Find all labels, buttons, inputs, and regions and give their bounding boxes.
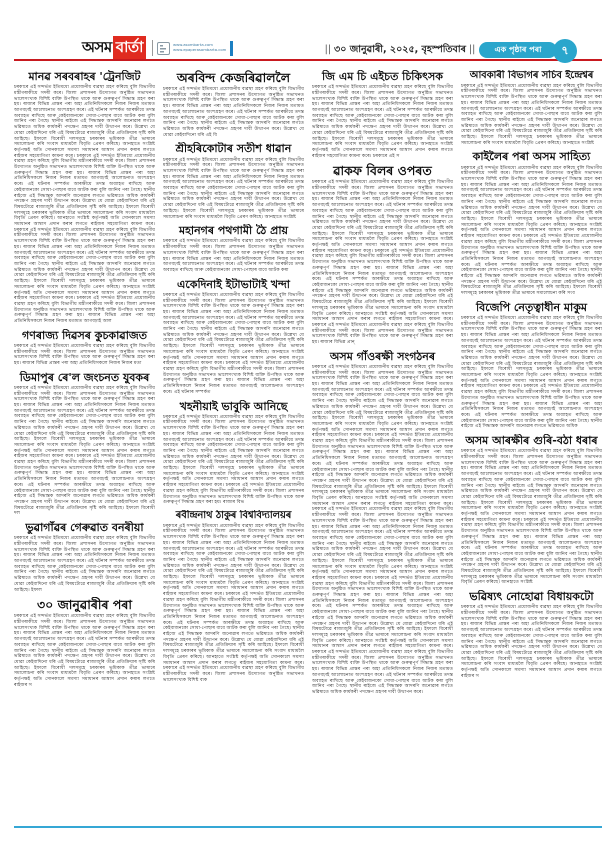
article-body: চৰকাৰে এই সন্দৰ্ভত ইতিমধ্যে প্ৰয়োজনীয় ব্যৱস্থা গ্ৰহণ কৰিছে বুলি বিভাগীয় মন্ত্ৰীগৰাকীয়ে সদৰী কৰে। জিলা প্ৰশাসনৰ উদ্যোগত অনুষ্ঠিত সভাখনত ভালেসংখ্যক বিশিষ্ট ব্যক্তি উপস্থিত থাকে আৰু গুৰুত্বপূৰ্ণ সিদ্ধান্ত গ্ৰহণ কৰা হয়। ৰাজ্যৰ বিভিন্ন প্ৰান্তৰ পৰা অহা প্ৰতিনিধিসকলে নিজৰ নিজৰ মতামত আগবঢ়াই আলোচনাত অংশগ্ৰহণ কৰে। এই ঘটনাৰ সম্পৰ্কত আৰক্ষীয়ে তদন্ত অব্যাহত ৰাখিছে আৰু কেইবাজনকো সোধা-পোছাৰ বাবে আটক কৰা বুলি জানিব পৰা গৈছে। স্থানীয় ৰাইজে এই সিদ্ধান্তক আদৰণি জনোৱাৰ লগতে ভৱিষ্যতে অধিক কাৰ্যকৰী পদক্ষেপ গ্ৰহণৰ দাবী উত্থাপন কৰে। উল্লেখ্য যে যোৱা কেইবাদিনো ধৰি এই বিষয়টোৱে ৰাজ্যজুৰি তীব্ৰ প্ৰতিক্ৰিয়াৰ সৃষ্টি কৰি আহিছে। ইফালে বিৰোধী দলসমূহে চৰকাৰৰ ভূমিকাক তীব্ৰ ভাষাৰে সমালোচনা কৰি সংবাদ মাধ্যমলৈ বিবৃতি প্ৰেৰণ কৰিছে। আনহাতে সংশ্লিষ্ট কৰ্তৃপক্ষই অতি সোনকালে সমস্যা সমাধানৰ আশ্বাস প্ৰদান কৰাৰ লগতে ৰাইজৰ স (14, 614, 155, 688)
date-separator-right: || (468, 44, 476, 55)
masthead-websites (173, 43, 226, 52)
article-body: চৰকাৰে এই সন্দৰ্ভত ইতিমধ্যে প্ৰয়োজনীয় ব্যৱস্থা গ্ৰহণ কৰিছে বুলি বিভাগীয় মন্ত্ৰীগৰাকীয়ে সদৰী কৰে। জিলা প্ৰশাসনৰ উদ্যোগত অনুষ্ঠিত সভাখনত ভালেসংখ্যক বিশিষ্ট ব্যক্তি উপস্থিত থাকে আৰু গুৰুত্বপূৰ্ণ সিদ্ধান্ত গ্ৰহণ কৰা হয়। ৰাজ্যৰ বিভিন্ন প্ৰান্তৰ পৰা অহা প্ৰতিনিধিসকলে নিজৰ নিজৰ মতামত আগবঢ়াই আলোচনাত অংশগ্ৰহণ কৰে। এই ঘটনাৰ সম্পৰ্কত আৰক্ষীয়ে তদন্ত অব্যাহত ৰাখিছে আৰু কেইবাজনকো সোধা-পোছাৰ বাবে আটক কৰা বুলি জানিব পৰা গৈছে। স্থানীয় ৰাইজে এই সিদ্ধান্তক আদৰণি জনোৱাৰ লগতে ভৱিষ্যতে অধিক কাৰ্যকৰী পদক্ষেপ গ্ৰহণৰ দাবী উত্থাপন কৰে। উল্লেখ্য যে যোৱা কেইবাদিনো ধৰি এই বিষয়টোৱে ৰাজ্যজুৰি তীব্ৰ প্ৰতিক্ৰিয়াৰ সৃষ্টি কৰি আহিছে। ইফালে বিৰোধী দলসমূহে চৰকাৰৰ ভূমিকাক তীব্ৰ ভাষাৰে সমালোচনা কৰি সংবাদ মাধ্যমলৈ বিবৃতি প্ৰেৰণ কৰিছে। আনহাতে সংশ্লিষ্ট কৰ্তৃপক্ষই অতি সোনকালে সমস্যা সমাধানৰ আশ্বাস প্ৰদান কৰাৰ লগতে ৰাইজৰ সহযোগিতা কামনা কৰে। চৰকাৰে এই সন্দৰ্ভত ইতিমধ্যে প্ৰয়োজনীয় ব্যৱস্থা গ্ৰহণ কৰিছে বুলি বিভাগীয় মন্ত্ৰীগৰাকীয়ে সদৰী কৰে। জিলা প্ৰশাসনৰ উদ্যোগত অনুষ্ঠিত সভাখনত ভালেসংখ্যক বিশিষ্ট ব্যক্তি উপস্থিত থাকে আৰু গুৰুত্বপূৰ্ণ সিদ্ধান্ত গ্ৰহণ কৰা হয়। ৰাজ্যৰ বিভিন্ন প্ৰান্তৰ পৰা অহা প্ৰতিনিধিসকলে নিজৰ নিজৰ মতামত আগবঢ়াই আলোচনাত অংশগ্ৰহণ কৰে। এই ঘটনাৰ সম্পৰ্কত আৰক্ষীয়ে তদন্ত অব্যাহত ৰাখিছে আৰু কেইবাজনকো সোধা-পোছাৰ বাবে আটক কৰা বুলি জানিব পৰা গৈছে। স্থানীয় ৰাইজে এই সিদ্ধান্তক আদৰণি জনোৱাৰ লগতে ভৱিষ্যতে অধিক (461, 316, 602, 430)
article (163, 400, 304, 506)
article-headline: অৰবিন্দ কেজৰিৱাললৈ (176, 70, 291, 85)
article-body: চৰকাৰে এই সন্দৰ্ভত ইতিমধ্যে প্ৰয়োজনীয় ব্যৱস্থা গ্ৰহণ কৰিছে বুলি বিভাগীয় মন্ত্ৰীগৰাকীয়ে সদৰী কৰে। জিলা প্ৰশাসনৰ উদ্যোগত অনুষ্ঠিত সভাখনত ভালেসংখ্যক বিশিষ্ট ব্যক্তি উপস্থিত থাকে আৰু গুৰুত্বপূৰ্ণ সিদ্ধান্ত গ্ৰহণ কৰা হয়। ৰাজ্যৰ বিভিন্ন প্ৰান্তৰ পৰা অহা প্ৰতিনিধিসকলে নিজৰ নিজৰ মতামত আগবঢ়াই আলোচনাত অংশগ্ৰহণ কৰে। এই ঘটনাৰ সম্পৰ্কত আৰক্ষীয়ে তদন্ত অব্যাহত ৰাখিছে আৰু কেইবাজনকো সোধা-পোছাৰ বাবে আটক কৰা বুলি জানিব পৰা গৈছে। স্থানীয় ৰাইজে এই সিদ্ধান্তক আদৰণি জনোৱাৰ লগতে ভৱিষ্যতে অধিক কাৰ্যকৰী পদক্ষেপ গ্ৰহণৰ দাবী উত্থাপন কৰে। উল্লেখ্য যে যোৱা কেইবাদিনো ধৰি এই বিষয়টোৱে ৰাজ্যজুৰি তীব্ৰ প্ৰতিক্ৰিয়াৰ সৃষ্টি কৰি আহিছে। ইফালে বিৰোধী দলসমূহে চৰকাৰৰ ভূমিকাক তীব্ৰ ভাষাৰে সমালোচনা কৰি সংবাদ মাধ্যমলৈ বিবৃতি প্ৰেৰণ কৰিছে। আনহাতে সংশ্লিষ্ট কৰ্তৃপক্ষই অতি সোনকালে সমস্যা সমাধানৰ আশ্বাস প্ৰদান কৰাৰ লগতে ৰাইজৰ সহযোগিতা কামনা কৰে। চৰকাৰে এই সন্দৰ্ভত ইতিমধ্যে প্ৰয়োজনীয় ব্যৱস্থা গ্ৰহণ কৰিছে বুলি বিভাগীয় মন্ত্ৰীগৰাকীয়ে সদৰী কৰে। জিলা প্ৰশাসনৰ উদ্যোগত অনুষ্ঠিত সভাখনত ভালেসংখ্যক বিশিষ্ট ব্যক্তি উপস্থিত থাকে আৰু গুৰুত্বপূৰ্ণ সিদ্ধান্ত গ্ৰহণ কৰা হয়। ৰাজ্যৰ বিভিন্ন প্ৰান্তৰ পৰা অহা প্ৰতিনিধিসকলে নিজৰ নিজৰ মতামত আগবঢ়াই আলোচনাত অংশগ্ৰহণ কৰে। এই ঘটনাৰ সম্পৰ্কত আৰক্ষীয়ে তদন্ত অব্যাহত ৰাখিছে আৰু কেইবাজনকো সোধা-পোছাৰ বাবে আটক কৰা বুলি জানিব পৰা গৈছে। স্থানীয় ৰাইজে এই সিদ্ধান্তক আদৰণি জনোৱাৰ লগতে ভৱিষ্যতে অধিক কাৰ্যকৰী পদক্ষেপ গ্ৰহণৰ দাবী উত্থাপন কৰে। উল্লেখ্য যে যোৱা কেইবাদিনো ধৰি এই বিষয়টোৱে ৰাজ্যজুৰি তীব্ৰ প্ৰতিক্ৰিয়াৰ সৃষ্টি কৰি আহিছে। ইফালে বিৰোধী দলসমূহে চৰকাৰৰ ভূমিকাক তীব্ৰ ভাষাৰে সমালোচনা কৰি সংবাদ মাধ্যমলৈ বিবৃতি প্ৰেৰণ কৰিছে। আনহাতে সংশ্লিষ্ট (461, 449, 602, 586)
article (312, 350, 453, 696)
article-headline: ডিমাপুৰ ৰে'ল জংচনত যুবকৰ (19, 370, 150, 384)
article-body: চৰকাৰে এই সন্দৰ্ভত ইতিমধ্যে প্ৰয়োজনীয় ব্যৱস্থা গ্ৰহণ কৰিছে বুলি বিভাগীয় মন্ত্ৰীগৰাকীয়ে সদৰী কৰে। জিলা প্ৰশাসনৰ উদ্যোগত অনুষ্ঠিত সভাখনত ভালেসংখ্যক বিশিষ্ট ব্যক্তি উপস্থিত থাকে আৰু গুৰুত্বপূৰ্ণ সিদ্ধান্ত গ্ৰহণ কৰা হয়। ৰাজ্যৰ বিভিন্ন প্ৰান্তৰ পৰা অহা প্ৰতিনিধিসকলে নিজৰ নিজৰ মতামত আগবঢ়াই আলোচনাত অংশগ্ৰহণ কৰে। এই ঘটনাৰ সম্পৰ্কত আৰক্ষীয়ে তদন্ত অব্যাহত ৰাখিছে আৰু কেইবাজনকো সোধা-পোছাৰ বাবে আটক কৰা (163, 239, 304, 273)
bottom-rule (14, 826, 602, 828)
article-headline: ৰবীন্দ্ৰনাথ ঠাকুৰ বিশ্ববিদ্যালয়ৰ (175, 509, 292, 521)
edition-date: ৩০ জানুৱাৰী, ২০২৫, বৃহস্পতিবাৰ (334, 44, 466, 55)
article-body: চৰকাৰে এই সন্দৰ্ভত ইতিমধ্যে প্ৰয়োজনীয় ব্যৱস্থা গ্ৰহণ কৰিছে বুলি বিভাগীয় মন্ত্ৰীগৰাকীয়ে সদৰী কৰে। জিলা প্ৰশাসনৰ উদ্যোগত অনুষ্ঠিত সভাখনত ভালেসংখ্যক বিশিষ্ট ব্যক্তি উপস্থিত থাকে আৰু গুৰুত্বপূৰ্ণ সিদ্ধান্ত গ্ৰহণ কৰা হয়। ৰাজ্যৰ বিভিন্ন প্ৰান্তৰ পৰা অহা প্ৰতিনিধিসকলে নিজৰ নিজৰ মতামত আগবঢ়াই আলোচনাত অংশগ্ৰহণ কৰে। এই ঘটনাৰ সম্পৰ্কত আৰক্ষীয়ে তদন্ত অব্যাহত ৰাখিছে আৰু কেইবাজনকো সোধা-পোছাৰ বাবে আটক কৰা বুলি জানিব পৰা গৈছে। স্থানীয় ৰাইজে এই সিদ্ধান্তক আদৰণি জনোৱাৰ লগতে ভৱিষ্যতে অধিক কাৰ্যকৰী পদক্ষেপ গ্ৰহণৰ দাবী উত্থাপন কৰে। উল্লেখ্য যে যোৱা কেইবাদিনো ধৰি এই বি (163, 87, 304, 138)
page-number-badge (553, 39, 577, 63)
article-headline: ভৱিষ্যৎ নোহোৱা বিধায়কটো (469, 590, 594, 604)
masthead-logo-icon (157, 42, 170, 55)
article-headline: অসম আৰক্ষীৰ গুৰি-বঠা ধৰাৰ (465, 434, 598, 448)
article-body: চৰকাৰে এই সন্দৰ্ভত ইতিমধ্যে প্ৰয়োজনীয় ব্যৱস্থা গ্ৰহণ কৰিছে বুলি বিভাগীয় মন্ত্ৰীগৰাকীয়ে সদৰী কৰে। জিলা প্ৰশাসনৰ উদ্যোগত অনুষ্ঠিত সভাখনত ভালেসংখ্যক বিশিষ্ট ব্যক্তি উপস্থিত থাকে আৰু গুৰুত্বপূৰ্ণ সিদ্ধান্ত গ্ৰহণ কৰা হয়। ৰাজ্যৰ বিভিন্ন প্ৰান্তৰ পৰা অহা প্ৰতিনিধিসকলে নিজৰ নিজৰ মতামত আগবঢ়াই আলোচনাত অংশগ্ৰহণ কৰে। এই ঘটনাৰ সম্পৰ্কত আৰক্ষীয়ে তদন্ত অব্যাহত ৰাখিছে আৰু কেইবাজনকো সোধা-পোছাৰ বাবে আটক কৰা বুলি জানিব পৰা গৈছে। স্থানীয় ৰাইজে এই সিদ্ধান্তক আদৰণি জনোৱাৰ লগতে ভৱিষ্যতে অধিক কাৰ্যকৰী পদক্ষেপ গ্ৰহণৰ দাবী উত্থাপন কৰে। উল্লেখ্য যে যোৱা কেইবাদিনো ধৰি এই বিষয়টোৱে ৰাজ্যজুৰি তীব্ৰ প্ৰতিক্ৰিয়াৰ সৃষ্টি কৰি আহিছে। ইফালে বিৰোধী দলসমূহে চৰকাৰৰ ভূমিকাক তীব্ৰ ভাষাৰে সমালোচনা কৰি সংবাদ মাধ্যমলৈ বিবৃতি প্ৰেৰণ কৰিছে। আনহাতে সংশ্লিষ্ট কৰ্তৃপক্ষই অতি সোনকালে সমস্যা সমাধানৰ আশ্বাস প্ৰদান কৰাৰ লগতে ৰাইজৰ সহযোগিতা কামনা কৰে। চৰকাৰে এই সন্দৰ্ভত ইতিমধ্যে প্ৰয়োজনীয় ব্যৱস্থা গ্ৰহণ কৰিছে বুলি বিভাগীয় মন্ত্ৰীগৰাকীয়ে সদৰী কৰে। জিলা প্ৰশাসনৰ উদ্যোগত অনুষ্ঠিত সভাখনত ভালেসংখ্যক বিশিষ্ট ব্যক্তি উপস্থিত থাকে আৰু গুৰুত্বপূৰ্ণ সিদ্ধান্ত গ্ৰহণ কৰা হয়। ৰাজ্যৰ বিভ (163, 414, 304, 506)
column-3 (312, 66, 453, 826)
article (14, 329, 155, 367)
article-body: চৰকাৰে এই সন্দৰ্ভত ইতিমধ্যে প্ৰয়োজনীয় ব্যৱস্থা গ্ৰহণ কৰিছে বুলি বিভাগীয় মন্ত্ৰীগৰাকীয়ে সদৰী কৰে। জিলা প্ৰশাসনৰ উদ্যোগত অনুষ্ঠিত সভাখনত ভালেসংখ্যক বিশিষ্ট ব্যক্তি উপস্থিত থাকে আৰু গুৰুত্বপূৰ্ণ সিদ্ধান্ত গ্ৰহণ কৰা হয়। ৰাজ্যৰ বিভিন্ন প্ৰান্তৰ পৰা অহা প্ৰতিনিধিসকলে নিজৰ নিজৰ মতামত আগবঢ়াই আলোচনাত অংশগ্ৰহণ কৰে। এই ঘটনাৰ সম্পৰ্কত আৰক্ষীয়ে তদন্ত অব্যাহত ৰাখিছে আৰু কেইবাজনকো সোধা-পোছাৰ বাবে আটক কৰা বুলি জানিব পৰা গৈছে। স্থানীয় ৰাইজে এই সিদ্ধান্তক আদৰণি জনোৱাৰ লগতে ভৱিষ্যতে অধিক কাৰ্যকৰী পদক্ষেপ গ্ৰহণৰ দাবী উত্থাপন কৰে। উল্লেখ্য যে যোৱা কেইবাদিনো ধৰি এই বিষয়টোৱে ৰাজ্যজুৰি তীব্ৰ প্ৰতিক্ৰিয়াৰ সৃষ্টি কৰি আহিছে। ইফালে বিৰোধী দলসমূহে চৰকাৰৰ ভূমিকাক তীব্ৰ ভাষাৰে সমালোচনা কৰি সংবাদ মাধ্যমলৈ বিবৃতি প্ৰেৰণ কৰিছে। আনহাতে সংশ্লিষ্ট কৰ্তৃপক্ষই অতি সোনকালে সমস্যা সমাধানৰ আশ্বাস প্ৰদান কৰাৰ লগতে ৰাইজৰ সহযোগিতা কামনা কৰে। চৰকাৰে এই সন্দৰ্ভত ইতিমধ্যে প্ৰয়োজনীয় ব্যৱস্থা গ্ৰহণ কৰিছে বুলি বিভাগীয় মন্ত্ৰীগৰাকীয়ে সদৰী কৰে। জিলা প্ৰশাসনৰ উদ্যোগত অনুষ্ঠিত সভাখনত ভালেসংখ্যক বিশিষ্ট ব্যক্তি উপস্থিত থাকে আৰু গুৰুত্বপূৰ্ণ সিদ্ধান্ত গ্ৰহণ কৰা হয়। ৰাজ্যৰ বিভিন্ন প্ৰান্তৰ পৰা অহা প্ৰতিনিধিসকলে নিজৰ নিজৰ মতামত আগবঢ়াই আলোচনাত অংশগ্ৰহণ কৰে। এই ঘটনাৰ সম্পৰ্কত আৰক্ষীয়ে তদন্ত অব্যাহত ৰাখিছে আৰু কেইবাজনকো সোধা-পোছাৰ বাবে আটক কৰা বুলি জানিব পৰা গৈছে। স্থানীয় ৰাইজে এই সিদ্ধান্তক আদৰণি জনোৱাৰ লগতে ভৱিষ্যতে অধিক কাৰ্যকৰী পদক্ষেপ গ্ৰহণৰ দাবী উত্থাপন কৰে। উল্লেখ্য যে যোৱা কেইবাদিনো ধৰি এই বিষয়টোৱে ৰাজ্যজুৰি তীব্ৰ প্ৰতিক্ৰিয়াৰ সৃষ্টি কৰি আহিছে। ইফালে বিৰোধী দলসমূহে চৰকাৰৰ ভূমিকাক তীব্ৰ ভাষাৰে সমালোচনা কৰি সংবাদ মাধ্যমলৈ বিবৃতি প্ৰেৰণ কৰিছে। আনহাতে সংশ্লিষ্ট কৰ্তৃপক্ষই অতি সোনকালে সমস্যা সমাধানৰ আশ্বাস প্ৰদান কৰাৰ লগতে ৰাইজৰ সহযোগিতা কামনা কৰে। চৰকাৰে এই সন্দৰ্ভত ইতিমধ্যে প্ৰয়োজনীয় ব্যৱস্থা গ্ৰহণ কৰিছে বুলি বিভাগীয় মন্ত্ৰীগৰাকীয়ে সদৰী কৰে। জিলা প্ৰশাসনৰ উদ্যোগত অনুষ্ঠিত সভাখনত ভালেসংখ্যক বিশিষ্ট ব্যক্তি উপস্থিত থাকে আৰু গুৰুত্বপূৰ্ণ সিদ্ধান্ত গ্ৰহণ কৰা হয়। ৰাজ্যৰ বিভিন্ন প্ৰান্তৰ পৰা অহা প্ৰতিনিধিসকলে নিজৰ নিজৰ মতামত আগবঢ়াই আলোচনাত অংশগ্ৰহণ কৰে। এই ঘটনাৰ সম্পৰ্কত আৰক্ষীয়ে তদন্ত অব্যাহত ৰাখিছে আৰু কেইবাজনকো সোধা-পোছাৰ বাবে আটক কৰা বুলি জানিব পৰা গৈছে। স্থানীয় ৰাইজে এই সিদ্ধান্তক আদৰণি জনোৱাৰ লগতে ভৱিষ্যতে অধিক কাৰ্যকৰী পদক্ষেপ গ্ৰহণৰ দাবী উত্থাপন কৰে। উল্লেখ্য যে যোৱা কেইবাদিনো ধৰি এই বিষয়টোৱে ৰাজ্যজুৰি তীব্ৰ প্ৰতিক্ৰিয়াৰ সৃষ্টি কৰি আহিছে। ইফালে বিৰোধী দলসমূহে চৰকাৰৰ ভূমিকাক তীব্ৰ ভাষাৰে সমালোচনা কৰি সংবাদ মাধ্যমলৈ বিবৃতি প্ৰেৰণ কৰিছে। আনহাতে সংশ্লিষ্ট কৰ্তৃপক্ষই অতি সোনকালে সমস্যা সমাধানৰ আশ্বাস প্ৰদান কৰাৰ লগতে ৰাইজৰ সহযোগিতা কামনা কৰে। চৰকাৰে এই সন্দৰ্ভত ইতিমধ্যে প্ৰয়োজনীয় ব্যৱস্থা গ্ৰহণ কৰিছে বুলি বিভাগীয় মন্ত্ৰীগৰাকীয়ে সদৰী কৰে। জিলা প্ৰশাসনৰ উদ্যোগত অনুষ্ঠিত সভাখনত ভালেসংখ্যক বিশিষ্ট ব্যক্তি উপস্থিত থাকে আৰু গুৰুত্বপূৰ্ণ সিদ্ধান্ত গ্ৰহণ কৰা হয়। ৰাজ্যৰ বিভিন্ন প্ৰান্তৰ পৰা অহা প্ৰতিনিধিসকলে নিজৰ নিজৰ মতামত আগবঢ়াই আলোচনাত অংশগ্ৰহণ কৰে। এই ঘটনাৰ সম্পৰ্কত আৰক্ষীয়ে তদন্ত অব্যাহত ৰাখিছে আৰু কেইবাজনকো সোধা-পোছাৰ বাবে আটক কৰা বুলি জানিব পৰা গৈছে। স্থানীয় ৰাইজে এই সিদ্ধান্তক আদৰণি জনোৱাৰ লগতে ভৱিষ্যতে অধিক কাৰ্যকৰী পদক্ষেপ গ্ৰহণৰ দাবী উত্থাপন কৰে। উল্লেখ্য যে যোৱা কেইবাদিনো ধৰি এই বিষয়টোৱে ৰাজ্যজুৰি তীব্ৰ প্ৰতিক্ৰিয়াৰ সৃষ্টি কৰি আহিছে। ইফালে বিৰোধী দলসমূহে চৰকাৰৰ ভূমিকাক তীব্ৰ ভাষাৰে সমালোচনা কৰি সংবাদ মাধ্যমলৈ বিবৃতি প্ৰেৰণ কৰিছে। আনহাতে সংশ্লিষ্ট কৰ্তৃপক্ষই অতি সোনকালে সমস্যা সমাধানৰ আশ্বাস প্ৰদান কৰাৰ লগতে ৰাইজৰ সহযোগিতা কামনা কৰে। চৰকাৰে এই সন্দৰ্ভত ইতিমধ্যে প্ৰয়োজনীয় ব্যৱস্থা গ্ৰহণ কৰিছে বুলি বিভাগীয় মন্ত্ৰীগৰাকীয়ে সদৰী কৰে। জিলা প্ৰশাসনৰ উদ্যোগত অনুষ্ঠিত সভাখনত ভালেসংখ্যক বিশিষ্ট ব্যক্তি উপস্থিত থাকে আৰু গুৰুত্বপূৰ্ণ সিদ্ধান্ত গ্ৰহণ কৰা হয়। ৰাজ্যৰ বিভিন্ন প্ৰান্তৰ পৰা অহা প্ৰতিনিধিসকলে নিজৰ নিজৰ মতামত আগবঢ়াই আলোচনাত অংশগ্ৰহণ কৰে। এই ঘটনাৰ সম্পৰ্কত আৰক্ষীয়ে তদন্ত অব্যাহত ৰাখিছে আৰু কেইবাজনকো সোধা-পোছাৰ বাবে আটক কৰা বুলি জানিব পৰা গৈছে। স্থানীয় ৰাইজে এই সিদ্ধান্তক আদৰণি জনোৱাৰ লগতে ভৱিষ্যতে অধিক কাৰ্যকৰী পদক্ষেপ গ্ৰহণৰ দাবী উত্থাপন কৰে। (312, 364, 453, 695)
masthead-divider (152, 40, 153, 56)
column-1 (14, 66, 155, 826)
article-headline: গণৰাজ্য দিৱসৰ কুচকাৱাজত (22, 328, 147, 342)
article-body: চৰকাৰে এই সন্দৰ্ভত ইতিমধ্যে প্ৰয়োজনীয় ব্যৱস্থা গ্ৰহণ কৰিছে বুলি বিভাগীয় মন্ত্ৰীগৰাকীয়ে সদৰী কৰে। জিলা প্ৰশাসনৰ উদ্যোগত অনুষ্ঠিত সভাখনত ভালেসংখ্যক বিশিষ্ট ব্যক্তি উপস্থিত থাকে আৰু গুৰুত্বপূৰ্ণ সিদ্ধান্ত গ্ৰহণ কৰা হয়। ৰাজ্যৰ বিভিন্ন প্ৰান্তৰ পৰা অহা প্ৰতিনিধিসকলে নিজৰ নিজৰ মতামত আগবঢ়াই আলোচনাত অংশগ্ৰহণ কৰে। এই ঘটনাৰ সম্পৰ্কত আৰক্ষীয়ে তদন্ত অব্যাহত ৰাখিছে আৰু কেইবাজনকো সোধা-পোছাৰ বাবে আটক কৰা বুলি জানিব পৰা গৈছে। স্থানীয় ৰাইজে এই সিদ্ধান্তক আদৰণি জনোৱাৰ লগতে ভৱিষ্যতে অধিক কাৰ্যকৰী পদক্ষেপ গ্ৰহণৰ দাবী উত্থাপন কৰে। উল্লেখ্য যে যোৱা কেইবাদিনো ধৰি এই বিষয়টোৱে ৰাজ্যজুৰি তীব্ৰ প্ৰতিক্ৰিয়াৰ সৃষ্টি কৰি আহিছে। ইফালে বিৰোধী দলসমূহে চৰকাৰৰ ভূমিকাক তীব্ৰ ভাষাৰে সমালোচনা কৰি সংবাদ মাধ্যমলৈ বিবৃতি প্ৰেৰণ কৰিছে। আনহাতে সংশ্লিষ্ট (163, 157, 304, 220)
article (461, 70, 602, 146)
article (14, 371, 155, 517)
article-headline: অসম গাঁওৰক্ষী সংগঠনৰ (329, 349, 436, 363)
article-headline: আবকাৰী বিভাগৰ সচিব ইন্দ্ৰেশ্বৰ (469, 70, 594, 81)
article-body: চৰকাৰে এই সন্দৰ্ভত ইতিমধ্যে প্ৰয়োজনীয় ব্যৱস্থা গ্ৰহণ কৰিছে বুলি বিভাগীয় মন্ত্ৰীগৰাকীয়ে সদৰী কৰে। জিলা প্ৰশাসনৰ উদ্যোগত অনুষ্ঠিত সভাখনত ভালেসংখ্যক বিশিষ্ট ব্যক্তি উপস্থিত থাকে আৰু গুৰুত্বপূৰ্ণ সিদ্ধান্ত গ্ৰহণ কৰা হয়। ৰাজ্যৰ বিভিন্ন প্ৰান্তৰ পৰা অহা প্ৰতিনিধিসকলে নিজৰ নিজৰ মতা (14, 343, 155, 367)
article (163, 224, 304, 273)
article (461, 434, 602, 586)
article-body: চৰকাৰে এই সন্দৰ্ভত ইতিমধ্যে প্ৰয়োজনীয় ব্যৱস্থা গ্ৰহণ কৰিছে বুলি বিভাগীয় মন্ত্ৰীগৰাকীয়ে সদৰী কৰে। জিলা প্ৰশাসনৰ উদ্যোগত অনুষ্ঠিত সভাখনত ভালেসংখ্যক বিশিষ্ট ব্যক্তি উপস্থিত থাকে আৰু গুৰুত্বপূৰ্ণ সিদ্ধান্ত গ্ৰহণ কৰা হয়। ৰাজ্যৰ বিভিন্ন প্ৰান্তৰ পৰা অহা প্ৰতিনিধিসকলে নিজৰ নিজৰ মতামত আগবঢ়াই আলোচনাত অংশগ্ৰহণ কৰে। এই ঘটনাৰ সম্পৰ্কত আৰক্ষীয়ে তদন্ত অব্যাহত ৰাখিছে আৰু কেইবাজনকো সোধা-পোছাৰ বাবে আটক কৰা বুলি জানিব পৰা গৈছে। স্থানীয় ৰাইজে এই সিদ্ধান্তক আদৰণি জনোৱাৰ লগতে ভৱিষ্যতে অধিক কাৰ্যকৰী পদক্ষেপ গ্ৰহণৰ দাবী উত্থাপন কৰে। উল্লেখ্য যে যোৱা কেইবাদিনো ধৰি এই বিষয়টোৱে ৰাজ্যজুৰি তীব্ৰ প্ৰতিক্ৰিয়াৰ সৃষ্টি কৰি আহিছে। ইফালে বিৰোধী দলসমূহে চৰকাৰৰ ভূমিকাক তীব্ৰ ভাষাৰে সমালোচনা কৰি সংবাদ মাধ্যমলৈ বিবৃতি প্ৰেৰণ কৰিছে। আনহাতে সংশ্লিষ্ট কৰ্তৃপক্ষই অতি সোনকালে সমস্যা সমাধানৰ আশ্বাস প্ৰদান কৰাৰ লগতে ৰাইজৰ স (461, 605, 602, 679)
masthead-blue-bar (230, 41, 233, 56)
article-headline: বিজেপি নেতৃত্বাধীন মাকুম (475, 300, 588, 314)
article (312, 163, 453, 345)
continued-from-label: এক পৃষ্ঠাৰ পৰা (494, 44, 542, 54)
article (14, 597, 155, 688)
article-body: চৰকাৰে এই সন্দৰ্ভত ইতিমধ্যে প্ৰয়োজনীয় ব্যৱস্থা গ্ৰহণ কৰিছে বুলি বিভাগীয় মন্ত্ৰীগৰাকীয়ে সদৰী কৰে। জিলা প্ৰশাসনৰ উদ্যোগত অনুষ্ঠিত সভাখনত ভালেসংখ্যক বিশিষ্ট ব্যক্তি উপস্থিত থাকে আৰু গুৰুত্বপূৰ্ণ সিদ্ধান্ত গ্ৰহণ কৰা হয়। ৰাজ্যৰ বিভিন্ন প্ৰান্তৰ পৰা অহা প্ৰতিনিধিসকলে নিজৰ নিজৰ মতামত আগবঢ়াই আলোচনাত অংশগ্ৰহণ কৰে। এই ঘটনাৰ সম্পৰ্কত আৰক্ষীয়ে তদন্ত অব্যাহত ৰাখিছে আৰু কেইবাজনকো সোধা-পোছাৰ বাবে আটক কৰা বুলি জানিব পৰা গৈছে। স্থানীয় ৰাইজে এই সিদ্ধান্তক আদৰণি জনোৱাৰ লগতে ভৱিষ্যতে অধিক কাৰ্যকৰী পদক্ষেপ গ্ৰহণৰ দাবী উত্থাপন কৰে। উল্লেখ্য যে যোৱা কেইবাদিনো ধৰি এই বিষয়টোৱে ৰাজ্যজুৰি তীব্ৰ প্ৰতিক্ৰিয়াৰ সৃষ্টি কৰি আহিছে। ইফালে বিৰোধী দলসমূহে চৰকাৰৰ ভূমিকাক তীব্ৰ ভাষাৰে সমালোচনা কৰি সংবাদ মাধ্যমলৈ বিবৃতি প্ৰেৰণ কৰিছে। আনহাতে সংশ্লিষ্ট কৰ্তৃপক্ষই অতি সোনকালে সমস্যা সমাধানৰ আশ্বাস প্ৰদান কৰাৰ লগতে ৰাইজৰ সহযোগিতা কামনা কৰে। চৰকাৰে এই সন্দৰ্ভত ইতিমধ্যে প্ৰয়োজনীয় ব্যৱস্থা গ্ৰহণ কৰিছে বুলি বিভাগীয় মন্ত্ৰীগৰাকীয়ে সদৰী কৰে। জিলা প্ৰশাসনৰ উদ্যোগত অনুষ্ঠিত সভাখনত ভালেসংখ্যক বিশিষ্ট ব্যক্তি উপস্থিত থাকে আৰু গুৰুত্বপূৰ্ণ সিদ্ধান্ত গ্ৰহণ কৰা হয়। ৰাজ্যৰ বিভিন্ন প্ৰান্তৰ পৰা অহা প্ৰতিনিধিসকলে নিজৰ নিজৰ মতামত আগবঢ়াই আলোচনাত অংশগ্ৰহণ কৰে। এই ঘটনাৰ সম্পৰ্কত আৰক্ষীয়ে তদন্ত অব্যাহত ৰাখিছে আৰু কেইবাজনকো সোধা-পোছাৰ বাবে আটক কৰা বুলি জানিব পৰা গৈছে। স্থানীয় ৰাইজে এই সিদ্ধান্তক আদৰণি জনোৱাৰ লগতে ভৱিষ্যতে অধিক কাৰ্যকৰী পদক্ষেপ গ্ৰহণৰ দাবী উত্থাপন কৰে। উল্লেখ্য যে যোৱা কেইবাদিনো ধৰি এই বিষয়টোৱে ৰাজ্যজুৰি তীব্ৰ প্ৰতিক্ৰিয়াৰ সৃষ্টি কৰি আহিছে। ইফালে বিৰোধী দলসমূহে চৰকাৰৰ ভূমিকাক তীব্ৰ ভাষাৰে সমালোচনা কৰি সংব (461, 165, 602, 297)
edition-dateline (300, 43, 500, 58)
article (14, 70, 155, 325)
article-headline: খহনীয়াই ভাবুকি আনিছে (179, 399, 288, 413)
article (163, 510, 304, 683)
article-headline: ৱাকফ বিলৰ ওপৰত (333, 163, 432, 179)
article-body: চৰকাৰে এই সন্দৰ্ভত ইতিমধ্যে প্ৰয়োজনীয় ব্যৱস্থা গ্ৰহণ কৰিছে বুলি বিভাগীয় মন্ত্ৰীগৰাকীয়ে সদৰী কৰে। জিলা প্ৰশাসনৰ উদ্যোগত অনুষ্ঠিত সভাখনত ভালেসংখ্যক বিশিষ্ট ব্যক্তি উপস্থিত থাকে আৰু গুৰুত্বপূৰ্ণ সিদ্ধান্ত গ্ৰহণ কৰা হয়। ৰাজ্যৰ বিভিন্ন প্ৰান্তৰ পৰা অহা প্ৰতিনিধিসকলে নিজৰ নিজৰ মতামত আগবঢ়াই আলোচনাত অংশগ্ৰহণ কৰে। এই ঘটনাৰ সম্পৰ্কত আৰক্ষীয়ে তদন্ত অব্যাহত ৰাখিছে আৰু কেইবাজনকো সোধা-পোছাৰ বাবে আটক কৰা বুলি জানিব পৰা গৈছে। স্থানীয় ৰাইজে এই সিদ্ধান্তক আদৰণি জনোৱাৰ লগতে ভৱিষ্যতে অধিক কাৰ্যকৰী পদক্ষেপ গ্ৰহণৰ দাবী উত্থাপন কৰে। উল্লেখ্য যে যোৱা কেইবাদিনো ধৰি এই বিষয়টোৱে ৰাজ্যজুৰি তীব্ৰ প্ৰতিক্ৰিয়াৰ সৃষ্টি কৰি আহিছে। ইফালে বিৰোধী দলসমূহে চৰকাৰৰ ভূমিকাক তীব্ৰ ভাষাৰে সমালোচনা কৰি সংবাদ মাধ্যমলৈ বিবৃতি প্ৰেৰণ কৰিছে। আনহাতে সংশ্লিষ্ট কৰ্তৃপক্ষই অতি সোনকালে সমস্যা সমাধানৰ আশ্বাস প্ৰদান কৰাৰ লগতে ৰাইজৰ সহযোগিতা কামনা কৰে। চৰকাৰে এই সন্দৰ্ভত ইতিমধ্যে প্ৰয়োজনীয় ব্যৱস্থা গ্ৰহণ কৰিছে বুলি বিভাগীয় মন্ত্ৰীগৰাকীয়ে সদৰী কৰে। জিলা প্ৰশাসনৰ উদ্যোগত অনুষ্ঠিত সভাখনত ভালেসংখ্যক বিশিষ্ট ব্যক্তি উপস্থিত থাকে আৰু গুৰুত্বপূৰ্ণ সিদ্ধান্ত গ্ৰহণ কৰা হয়। ৰাজ্যৰ বিভিন্ন প্ৰান্তৰ পৰা অহা প্ৰতিনিধিসকলে নিজৰ নিজৰ মতামত আগবঢ়াই আলোচনাত অংশগ্ৰহণ কৰে। এই ঘটনাৰ সম্পৰ্কত আৰক্ষীয়ে তদন্ত অব্যাহত ৰাখিছে আৰু কেইবাজনকো সোধা-পোছাৰ বাবে আটক কৰা বুলি জানিব পৰা গৈছে। স্থানীয় ৰাইজে এই সিদ্ধান্তক আদৰণি জনোৱাৰ লগতে ভৱিষ্যতে অধিক কাৰ্যকৰী পদক্ষেপ গ্ৰহণৰ দাবী উত্থাপন কৰে। উল্লেখ্য যে যোৱা কেইবাদিনো ধৰি এই বিষয়টোৱে ৰাজ্যজুৰি তীব্ৰ প্ৰতিক্ৰিয়াৰ সৃষ্টি কৰি আহিছে। ইফালে বিৰোধী দলসমূহে চৰকাৰৰ ভূমিকাক তীব্ৰ ভাষাৰে সমালোচনা কৰি সংবাদ মাধ্যমলৈ বিবৃতি প্ৰেৰণ কৰিছে। আনহাতে সংশ্লিষ্ট কৰ্তৃপক্ষই অতি সোনকালে সমস্যা সমাধানৰ আশ্বাস প্ৰদান কৰাৰ লগতে ৰাইজৰ সহযোগিতা কামনা কৰে। চৰকাৰে এই সন্দৰ্ভত ইতিমধ্যে প্ৰয়োজনীয় ব্যৱস্থা গ্ৰহণ কৰিছে বুলি বিভাগীয় মন্ত্ৰীগৰাকীয়ে সদৰী কৰে। জিলা প্ৰশাসনৰ উদ্যোগত অনুষ্ঠিত সভাখনত ভালেসংখ্যক বিশিষ্ট ব্যক্তি উপস্থিত থাকে আৰু গুৰুত্বপূৰ্ণ সিদ্ধান্ত গ্ৰহণ কৰা হয়। ৰাজ্যৰ বিভিন্ন প্ৰান্ (312, 180, 453, 346)
masthead-website-2: www.epaperasombarta.com (173, 47, 227, 52)
article (461, 301, 602, 430)
article (461, 150, 602, 296)
masthead-name-red: বাৰ্তা (113, 36, 146, 61)
article (163, 278, 304, 396)
article-headline: জি এম চি এইচত চিকিৎসক (322, 70, 443, 83)
article (163, 70, 304, 138)
article-headline: একেদিনাই ইটাভাটাই খন্দা (177, 277, 290, 291)
header-rule (14, 59, 602, 61)
masthead-name-black: অসম (82, 37, 112, 56)
page-number: ৭ (561, 43, 569, 57)
article-headline: ভুৱাগাঁৱৰ গেৰুৱাত বনৰীয়া (25, 521, 144, 535)
article (163, 142, 304, 220)
article-body: চৰকাৰে এই সন্দৰ্ভত ইতিমধ্যে প্ৰয়োজনীয় ব্যৱস্থা গ্ৰহণ কৰিছে বুলি বিভাগীয় মন্ত্ৰীগৰাকীয়ে সদৰী কৰে। জিলা প্ৰশাসনৰ উদ্যোগত অনুষ্ঠিত সভাখনত ভালেসংখ্যক বিশিষ্ট ব্যক্তি উপস্থিত থাকে আৰু গুৰুত্বপূৰ্ণ সিদ্ধান্ত গ্ৰহণ কৰা হয়। ৰাজ্যৰ বিভিন্ন প্ৰান্তৰ পৰা অহা প্ৰতিনিধিসকলে নিজৰ নিজৰ মতামত আগবঢ়াই আলোচনাত অংশগ্ৰহণ কৰে। এই ঘটনাৰ সম্পৰ্কত আৰক্ষীয়ে তদন্ত অব্যাহত ৰাখিছে আৰু কেইবাজনকো সোধা-পোছাৰ বাবে আটক কৰা বুলি জানিব পৰা গৈছে। স্থানীয় ৰাইজে এই সিদ্ধান্তক আদৰণি জনোৱাৰ লগতে ভৱিষ্যতে অধিক কাৰ্যকৰী পদক্ষেপ গ্ৰহণৰ দাবী উত্থাপন কৰে। উল্লেখ্য যে যোৱা কেইবাদিনো ধৰি এই বিষয়টোৱে ৰাজ্যজুৰি তীব্ৰ প্ৰতিক্ৰিয়াৰ সৃষ্টি কৰি আহিছে। ইফালে বিৰোধী দলসমূহে চৰকাৰৰ ভূমিকাক তীব্ৰ ভাষাৰে সমালোচনা কৰি সংবাদ মাধ্যমলৈ বিবৃতি প্ৰেৰণ কৰিছে। আনহাতে সংশ্লিষ্ট কৰ্তৃপক্ষই অতি সোনকালে সমস্যা সমাধানৰ আশ্বাস প্ৰদান কৰাৰ লগতে ৰাইজৰ সহযোগিতা কামনা কৰে। চৰকাৰে এই সন্দৰ্ভত ইতিমধ্যে প্ৰয়োজনীয় ব্যৱস্থা গ্ৰহণ কৰিছে বুলি বিভাগীয় মন্ত্ৰীগৰাকীয়ে সদৰী কৰে। জিলা প্ৰশাসনৰ উদ্যোগত অনুষ্ঠিত সভাখনত ভালেসংখ্যক বিশিষ্ট ব্যক্তি উপস্থিত থাকে আৰু গুৰুত্বপূৰ্ণ সিদ্ধান্ত গ্ৰহণ কৰা হয়। ৰাজ্যৰ বিভিন্ন প্ৰান্তৰ পৰা অহা প্ৰতিনিধিসকলে নিজৰ নিজৰ মতামত আগবঢ়াই আলোচনাত অংশগ্ৰহণ কৰে। এই ঘটনাৰ সম্পৰ্কত আৰক্ষীয়ে তদন্ত অব্যাহত ৰাখিছে আৰু কেইবাজনকো সোধা-পোছাৰ বাবে আটক কৰা বুলি জানিব পৰা গৈছে। স্থানীয় ৰাইজে এই সিদ্ধান্তক আদৰণি জনোৱাৰ লগতে ভৱিষ্যতে অধিক কাৰ্যকৰী পদক্ষেপ গ্ৰহণৰ দাবী উত্থাপন কৰে। উল্লেখ্য যে যোৱা কেইবাদিনো ধৰি এই বিষয়টোৱে ৰাজ্যজুৰি তীব্ৰ প্ৰতিক্ৰিয়াৰ সৃষ্টি কৰি আহিছে। ইফালে বিৰোধী দলসমূহে চৰকাৰৰ ভূমিকাক তীব্ৰ ভাষাৰে সমালোচনা কৰি সংবাদ মাধ্যমলৈ বিবৃতি প্ৰেৰণ কৰিছে। আনহাতে সংশ্লিষ্ট কৰ্তৃপক্ষই অতি সোনকালে সমস্যা সমাধানৰ আশ্বাস প্ৰদান কৰাৰ লগতে ৰাইজৰ সহযোগিতা কামনা কৰে। চৰকাৰে এই সন্দৰ্ভত ইতিমধ্যে প্ৰয়োজনীয় ব্যৱস্থা গ্ৰহণ কৰিছে বুলি বিভাগীয় মন্ত্ৰীগৰাকীয়ে সদৰী কৰে। জিলা প্ৰশাসনৰ উদ্যোগত অনুষ্ঠিত সভাখনত ভালেসংখ্যক বিশিষ্ট ব্যক (163, 523, 304, 683)
article-headline: মহানগৰ পথগামী ঠৈ প্ৰায় (179, 224, 288, 238)
page-header (0, 0, 610, 64)
column-2 (163, 66, 304, 826)
column-4 (461, 66, 602, 826)
article (14, 521, 155, 593)
masthead (82, 37, 233, 59)
article-body: চৰকাৰে এই সন্দৰ্ভত ইতিমধ্যে প্ৰয়োজনীয় ব্যৱস্থা গ্ৰহণ কৰিছে বুলি বিভাগীয় মন্ত্ৰীগৰাকীয়ে সদৰী কৰে। জিলা প্ৰশাসনৰ উদ্যোগত অনুষ্ঠিত সভাখনত ভালেসংখ্যক বিশিষ্ট ব্যক্তি উপস্থিত থাকে আৰু গুৰুত্বপূৰ্ণ সিদ্ধান্ত গ্ৰহণ কৰা হয়। ৰাজ্যৰ বিভিন্ন প্ৰান্তৰ পৰা অহা প্ৰতিনিধিসকলে নিজৰ নিজৰ মতামত আগবঢ়াই আলোচনাত অংশগ্ৰহণ কৰে। এই ঘটনাৰ সম্পৰ্কত আৰক্ষীয়ে তদন্ত অব্যাহত ৰাখিছে আৰু কেইবাজনকো সোধা-পোছাৰ বাবে আটক কৰা বুলি জানিব পৰা গৈছে। স্থানীয় ৰাইজে এই সিদ্ধান্তক আদৰণি জনোৱাৰ লগতে ভৱিষ্যতে অধিক কাৰ্যকৰী পদক্ষেপ গ্ৰহণৰ দাবী উত্থাপন কৰে। উল্লেখ্য যে যোৱা কেইবাদিনো ধৰি এই বিষয়টোৱে ৰাজ্যজুৰি তীব্ৰ প্ৰতিক্ৰিয়াৰ সৃষ্টি কৰি আহিছে। ইফালে বিৰোধী দলসমূহে চৰকাৰৰ ভূমিকাক তীব্ৰ ভাষাৰে সমালোচনা কৰি সংবাদ মাধ্যমলৈ বিবৃতি প্ৰেৰণ কৰিছে। আনহাতে সংশ্লিষ্ট কৰ্তৃপক্ষই অতি সোনকালে সমস্যা সমাধানৰ আশ্বাস প্ৰদান কৰাৰ লগতে ৰাইজৰ সহযোগিতা কামনা কৰে। চৰকাৰে এই সন্দৰ্ভত ইতিমধ্যে প্ৰয়োজনীয় ব্যৱস্থা গ্ৰহণ কৰিছে বুলি বিভাগীয় মন্ত্ৰীগৰাকীয়ে সদৰী কৰে। জিলা প্ৰশাসনৰ উদ্যোগত অনুষ্ঠিত সভাখনত ভালেসংখ্যক বিশিষ্ট ব্যক্তি উপস্থিত থাকে আৰু গুৰুত্বপূৰ্ণ সিদ্ধান্ত গ্ৰহণ কৰা হয়। ৰাজ্যৰ বিভিন্ন প্ৰান্তৰ পৰা অহা প্ৰতিনিধিসকলে নিজৰ নিজৰ মতামত আগবঢ়াই আলোচনাত অংশগ্ৰহণ কৰে। এই ঘটনাৰ সম্পৰ্কত আৰক্ষীয়ে তদন্ত অব্যাহত ৰাখিছে আৰু কেইবাজনকো সোধা-পোছাৰ বাবে আটক কৰা বুলি জানিব পৰা গৈছে। স্থানীয় ৰাইজে এই সিদ্ধান্তক আদৰণি জনোৱাৰ লগতে ভৱিষ্যতে অধিক কাৰ্যকৰী পদক্ষেপ গ্ৰহণৰ দাবী উত্থাপন কৰে। উল্লেখ্য যে যোৱা কেইবাদিনো ধৰি এই বিষয়টোৱে ৰাজ্যজুৰি তীব্ৰ প্ৰতিক্ৰিয়াৰ সৃষ্টি কৰি আহিছে। ইফালে বিৰোধী দল (14, 385, 155, 517)
article-body: চৰকাৰে এই সন্দৰ্ভত ইতিমধ্যে প্ৰয়োজনীয় ব্যৱস্থা গ্ৰহণ কৰিছে বুলি বিভাগীয় মন্ত্ৰীগৰাকীয়ে সদৰী কৰে। জিলা প্ৰশাসনৰ উদ্যোগত অনুষ্ঠিত সভাখনত ভালেসংখ্যক বিশিষ্ট ব্যক্তি উপস্থিত থাকে আৰু গুৰুত্বপূৰ্ণ সিদ্ধান্ত গ্ৰহণ কৰা হয়। ৰাজ্যৰ বিভিন্ন প্ৰান্তৰ পৰা অহা প্ৰতিনিধিসকলে নিজৰ নিজৰ মতামত আগবঢ়াই আলোচনাত অংশগ্ৰহণ কৰে। এই ঘটনাৰ সম্পৰ্কত আৰক্ষীয়ে তদন্ত অব্যাহত ৰাখিছে আৰু কেইবাজনকো সোধা-পোছাৰ বাবে আটক কৰা বুলি জানিব পৰা গৈছে। স্থানীয় ৰাইজে এই সিদ্ধান্তক আদৰণি জনোৱাৰ লগতে ভৱিষ্যতে অধিক কাৰ্যকৰী পদক্ষেপ গ্ৰহণৰ দাবী উত্থাপন কৰে। উল্লেখ্য যে যোৱা কেইবাদিনো ধৰি এই বিষয়টোৱে ৰাজ্যজুৰি তীব্ৰ প্ৰতিক্ৰিয়াৰ সৃষ্টি কৰি আহিছে। ইফালে বিৰোধী দলসমূহে চৰকাৰৰ ভূমিকাক তীব্ৰ ভাষাৰে সমালোচনা কৰি সংবাদ মাধ্যমলৈ বিবৃতি প্ৰেৰণ কৰিছে। আনহাতে সংশ্লিষ্ট কৰ্তৃপক্ষই অতি সোনকালে সমস্যা সমাধানৰ আশ্বাস প্ৰদান কৰাৰ লগতে ৰাইজৰ সহযোগিতা কামনা কৰে। চৰকাৰে এই স (312, 85, 453, 159)
article (461, 590, 602, 679)
article-body: চৰকাৰে এই সন্দৰ্ভত ইতিমধ্যে প্ৰয়োজনীয় ব্যৱস্থা গ্ৰহণ কৰিছে বুলি বিভাগীয় মন্ত্ৰীগৰাকীয়ে সদৰী কৰে। জিলা প্ৰশাসনৰ উদ্যোগত অনুষ্ঠিত সভাখনত ভালেসংখ্যক বিশিষ্ট ব্যক্তি উপস্থিত থাকে আৰু গুৰুত্বপূৰ্ণ সিদ্ধান্ত গ্ৰহণ কৰা হয়। ৰাজ্যৰ বিভিন্ন প্ৰান্তৰ পৰা অহা প্ৰতিনিধিসকলে নিজৰ নিজৰ মতামত আগবঢ়াই আলোচনাত অংশগ্ৰহণ কৰে। এই ঘটনাৰ সম্পৰ্কত আৰক্ষীয়ে তদন্ত অব্যাহত ৰাখিছে আৰু কেইবাজনকো সোধা-পোছাৰ বাবে আটক কৰা বুলি জানিব পৰা গৈছে। স্থানীয় ৰাইজে এই সিদ্ধান্তক আদৰণি জনোৱাৰ লগতে ভৱিষ্যতে অধিক কাৰ্যকৰী পদক্ষেপ গ্ৰহণৰ দাবী উত্থাপন কৰে। উল্লেখ্য যে যোৱা কেইবাদিনো ধৰি এই বিষয়টোৱে ৰাজ্যজুৰি তীব্ৰ প্ৰতিক্ৰিয়াৰ সৃষ্টি কৰি আহিছে। ইফাল (14, 536, 155, 593)
continued-from-badge (479, 42, 557, 58)
article-headline: শ্ৰীহৰিকোটাৰ সতীশ ধাৱান (175, 142, 292, 156)
masthead-website-1: www.asombarta.com (173, 42, 213, 48)
article-body: চৰকাৰে এই সন্দৰ্ভত ইতিমধ্যে প্ৰয়োজনীয় ব্যৱস্থা গ্ৰহণ কৰিছে বুলি বিভাগীয় মন্ত্ৰীগৰাকীয়ে সদৰী কৰে। জিলা প্ৰশাসনৰ উদ্যোগত অনুষ্ঠিত সভাখনত ভালেসংখ্যক বিশিষ্ট ব্যক্তি উপস্থিত থাকে আৰু গুৰুত্বপূৰ্ণ সিদ্ধান্ত গ্ৰহণ কৰা হয়। ৰাজ্যৰ বিভিন্ন প্ৰান্তৰ পৰা অহা প্ৰতিনিধিসকলে নিজৰ নিজৰ মতামত আগবঢ়াই আলোচনাত অংশগ্ৰহণ কৰে। এই ঘটনাৰ সম্পৰ্কত আৰক্ষীয়ে তদন্ত অব্যাহত ৰাখিছে আৰু কেইবাজনকো সোধা-পোছাৰ বাবে আটক কৰা বুলি জানিব পৰা গৈছে। স্থানীয় ৰাইজে এই সিদ্ধান্তক আদৰণি জনোৱাৰ লগতে ভৱিষ্যতে অধিক কাৰ্যকৰী পদক্ষেপ গ্ৰহণৰ দাবী উত্থাপন কৰে। উল্লেখ্য যে যোৱা কেইবাদিনো ধৰি এই বিষয়টোৱে ৰাজ্যজুৰি তীব্ৰ প্ৰতিক্ৰিয়াৰ সৃষ্টি কৰি আহিছে। ইফালে বিৰোধী দলসমূহে চৰকাৰৰ ভূমিকাক তীব্ৰ ভাষাৰে সমালোচনা কৰি সংবাদ মাধ্যমলৈ বিবৃতি প্ৰেৰণ কৰিছে। আনহাতে সংশ্লিষ্ট কৰ্তৃপক্ষই অতি সোনকালে সমস্যা সমাধানৰ আশ্বাস প্ৰদান কৰাৰ লগতে ৰাইজৰ সহযোগিতা কামনা কৰে। চৰকাৰে এই সন্দৰ্ভত ইতিমধ্যে প্ৰয়োজনীয় ব্যৱস্থা গ্ৰহণ কৰিছে বুলি বিভাগীয় মন্ত্ৰীগৰাকীয়ে সদৰী কৰে। জিলা প্ৰশাসনৰ উদ্যোগত অনুষ্ঠিত সভাখনত ভালেসংখ্যক বিশিষ্ট ব্যক্তি উপস্থিত থাকে আৰু গুৰুত্বপূৰ্ণ সিদ্ধান্ত গ্ৰহণ কৰা হয়। ৰাজ্যৰ বিভিন্ন প্ৰান্তৰ পৰা অহা প্ৰতিনিধিসকলে নিজৰ নিজৰ মতামত আগবঢ়াই আলোচনাত অংশগ্ৰহণ কৰে। এই ঘটনাৰ সম্পৰ্কত (163, 292, 304, 395)
article-body: চৰকাৰে এই সন্দৰ্ভত ইতিমধ্যে প্ৰয়োজনীয় ব্যৱস্থা গ্ৰহণ কৰিছে বুলি বিভাগীয় মন্ত্ৰীগৰাকীয়ে সদৰী কৰে। জিলা প্ৰশাসনৰ উদ্যোগত অনুষ্ঠিত সভাখনত ভালেসংখ্যক বিশিষ্ট ব্যক্তি উপস্থিত থাকে আৰু গুৰুত্বপূৰ্ণ সিদ্ধান্ত গ্ৰহণ কৰা হয়। ৰাজ্যৰ বিভিন্ন প্ৰান্তৰ পৰা অহা প্ৰতিনিধিসকলে নিজৰ নিজৰ মতামত আগবঢ়াই আলোচনাত অংশগ্ৰহণ কৰে। এই ঘটনাৰ সম্পৰ্কত আৰক্ষীয়ে তদন্ত অব্যাহত ৰাখিছে আৰু কেইবাজনকো সোধা-পোছাৰ বাবে আটক কৰা বুলি জানিব পৰা গৈছে। স্থানীয় ৰাইজে এই সিদ্ধান্তক আদৰণি জনোৱাৰ লগতে ভৱিষ্যতে অধিক কাৰ্যকৰী পদক্ষেপ গ্ৰহণৰ দাবী উত্থাপন কৰে। উল্লেখ্য যে যোৱা কেইবাদিনো ধৰি এই বিষয়টোৱে ৰাজ্যজুৰি তীব্ৰ প্ৰতিক্ৰিয়াৰ সৃষ্টি কৰি আহিছে। ইফালে বিৰোধী দলসমূহে চৰকাৰৰ ভূমিকাক তীব্ৰ ভাষাৰে সমালোচনা কৰি সংবাদ মাধ্যমলৈ বিবৃতি প্ৰেৰণ কৰিছে। আনহাতে সংশ্লিষ্ট (461, 83, 602, 146)
article-body: চৰকাৰে এই সন্দৰ্ভত ইতিমধ্যে প্ৰয়োজনীয় ব্যৱস্থা গ্ৰহণ কৰিছে বুলি বিভাগীয় মন্ত্ৰীগৰাকীয়ে সদৰী কৰে। জিলা প্ৰশাসনৰ উদ্যোগত অনুষ্ঠিত সভাখনত ভালেসংখ্যক বিশিষ্ট ব্যক্তি উপস্থিত থাকে আৰু গুৰুত্বপূৰ্ণ সিদ্ধান্ত গ্ৰহণ কৰা হয়। ৰাজ্যৰ বিভিন্ন প্ৰান্তৰ পৰা অহা প্ৰতিনিধিসকলে নিজৰ নিজৰ মতামত আগবঢ়াই আলোচনাত অংশগ্ৰহণ কৰে। এই ঘটনাৰ সম্পৰ্কত আৰক্ষীয়ে তদন্ত অব্যাহত ৰাখিছে আৰু কেইবাজনকো সোধা-পোছাৰ বাবে আটক কৰা বুলি জানিব পৰা গৈছে। স্থানীয় ৰাইজে এই সিদ্ধান্তক আদৰণি জনোৱাৰ লগতে ভৱিষ্যতে অধিক কাৰ্যকৰী পদক্ষেপ গ্ৰহণৰ দাবী উত্থাপন কৰে। উল্লেখ্য যে যোৱা কেইবাদিনো ধৰি এই বিষয়টোৱে ৰাজ্যজুৰি তীব্ৰ প্ৰতিক্ৰিয়াৰ সৃষ্টি কৰি আহিছে। ইফালে বিৰোধী দলসমূহে চৰকাৰৰ ভূমিকাক তীব্ৰ ভাষাৰে সমালোচনা কৰি সংবাদ মাধ্যমলৈ বিবৃতি প্ৰেৰণ কৰিছে। আনহাতে সংশ্লিষ্ট কৰ্তৃপক্ষই অতি সোনকালে সমস্যা সমাধানৰ আশ্বাস প্ৰদান কৰাৰ লগতে ৰাইজৰ সহযোগিতা কামনা কৰে। চৰকাৰে এই সন্দৰ্ভত ইতিমধ্যে প্ৰয়োজনীয় ব্যৱস্থা গ্ৰহণ কৰিছে বুলি বিভাগীয় মন্ত্ৰীগৰাকীয়ে সদৰী কৰে। জিলা প্ৰশাসনৰ উদ্যোগত অনুষ্ঠিত সভাখনত ভালেসংখ্যক বিশিষ্ট ব্যক্তি উপস্থিত থাকে আৰু গুৰুত্বপূৰ্ণ সিদ্ধান্ত গ্ৰহণ কৰা হয়। ৰাজ্যৰ বিভিন্ন প্ৰান্তৰ পৰা অহা প্ৰতিনিধিসকলে নিজৰ নিজৰ মতামত আগবঢ়াই আলোচনাত অংশগ্ৰহণ কৰে। এই ঘটনাৰ সম্পৰ্কত আৰক্ষীয়ে তদন্ত অব্যাহত ৰাখিছে আৰু কেইবাজনকো সোধা-পোছাৰ বাবে আটক কৰা বুলি জানিব পৰা গৈছে। স্থানীয় ৰাইজে এই সিদ্ধান্তক আদৰণি জনোৱাৰ লগতে ভৱিষ্যতে অধিক কাৰ্যকৰী পদক্ষেপ গ্ৰহণৰ দাবী উত্থাপন কৰে। উল্লেখ্য যে যোৱা কেইবাদিনো ধৰি এই বিষয়টোৱে ৰাজ্যজুৰি তীব্ৰ প্ৰতিক্ৰিয়াৰ সৃষ্টি কৰি আহিছে। ইফালে বিৰোধী দলসমূহে চৰকাৰৰ ভূমিকাক তীব্ৰ ভাষাৰে সমালোচনা কৰি সংবাদ মাধ্যমলৈ বিবৃতি প্ৰেৰণ কৰিছে। আনহাতে সংশ্লিষ্ট কৰ্তৃপক্ষই অতি সোনকালে সমস্যা সমাধানৰ আশ্বাস প্ৰদান কৰাৰ লগতে ৰাইজৰ সহযোগিতা কামনা কৰে। চৰকাৰে এই সন্দৰ্ভত ইতিমধ্যে প্ৰয়োজনীয় ব্যৱস্থা গ্ৰহণ কৰিছে বুলি বিভাগীয় মন্ত্ৰীগৰাকীয়ে সদৰী কৰে। জিলা প্ৰশাসনৰ উদ্যোগত অনুষ্ঠিত সভাখনত ভালেসংখ্যক বিশিষ্ট ব্যক্তি উপস্থিত থাকে আৰু গুৰুত্বপূৰ্ণ সিদ্ধান্ত গ্ৰহণ কৰা হয়। ৰাজ্যৰ বিভিন্ন প্ৰান্তৰ পৰা অহা প্ৰতিনিধিসকলে নিজৰ নিজৰ মতামত আগবঢ়াই আলোচনাত অংশগ্ৰহণ কৰে। এই ঘটনাৰ সম্পৰ্কত আৰক্ষীয়ে তদন্ত অব্যাহত ৰাখিছে আৰু কেইবাজনকো সোধা-পোছাৰ বাবে আটক কৰা বুলি জানিব পৰা গৈছে। স্থানীয় ৰাইজে এই সিদ্ধান্তক আদৰণি জনোৱাৰ লগতে ভৱিষ্যতে অধিক কাৰ্যকৰী পদক্ষেপ গ্ৰহণৰ দাবী উত্থাপন কৰে। উল্লেখ্য যে যোৱা কেইবাদিনো ধৰি এই বিষয়টোৱে ৰাজ্যজুৰি তীব্ৰ প্ৰতিক্ৰিয়াৰ সৃষ্টি কৰি আহিছে। ইফালে বিৰোধী দলসমূহে চৰকাৰৰ ভূমিকাক তীব্ৰ ভাষাৰে সমালোচনা কৰি সংবাদ মাধ্যমলৈ বিবৃতি প্ৰেৰণ কৰিছে। আনহাতে সংশ্লিষ্ট কৰ্তৃপক্ষই অতি সোনকালে সমস্যা সমাধানৰ আশ্বাস প্ৰদান কৰাৰ লগতে ৰাইজৰ সহযোগিতা কামনা কৰে। চৰকাৰে এই সন্দৰ্ভত ইতিমধ্যে প্ৰয়োজনীয় ব্যৱস্থা গ্ৰহণ কৰিছে বুলি বিভাগীয় মন্ত্ৰীগৰাকীয়ে সদৰী কৰে। জিলা প্ৰশাসনৰ উদ্যোগত অনুষ্ঠিত সভাখনত ভালেসংখ্যক বিশিষ্ট ব্যক্তি উপস্থিত থাকে আৰু গুৰুত্বপূৰ্ণ সিদ্ধান্ত গ্ৰহণ কৰা হয়। ৰাজ্যৰ বিভিন্ন প্ৰান্তৰ পৰা অহা প্ৰতিনিধিসকলে নিজৰ নিজৰ মতামত আগবঢ়াই আল (14, 85, 155, 325)
article (312, 70, 453, 159)
article-headline: কাইলৈৰ পৰা অসম সাহিত্য (472, 150, 591, 164)
date-separator-left: || (324, 44, 332, 55)
article-headline: মানৱ সৰবৰাহৰ 'ট্ৰেনজিট (28, 70, 141, 83)
article-headline: ৩০ জানুৱাৰীৰ পৰা (37, 597, 132, 613)
newspaper-columns (0, 66, 610, 826)
